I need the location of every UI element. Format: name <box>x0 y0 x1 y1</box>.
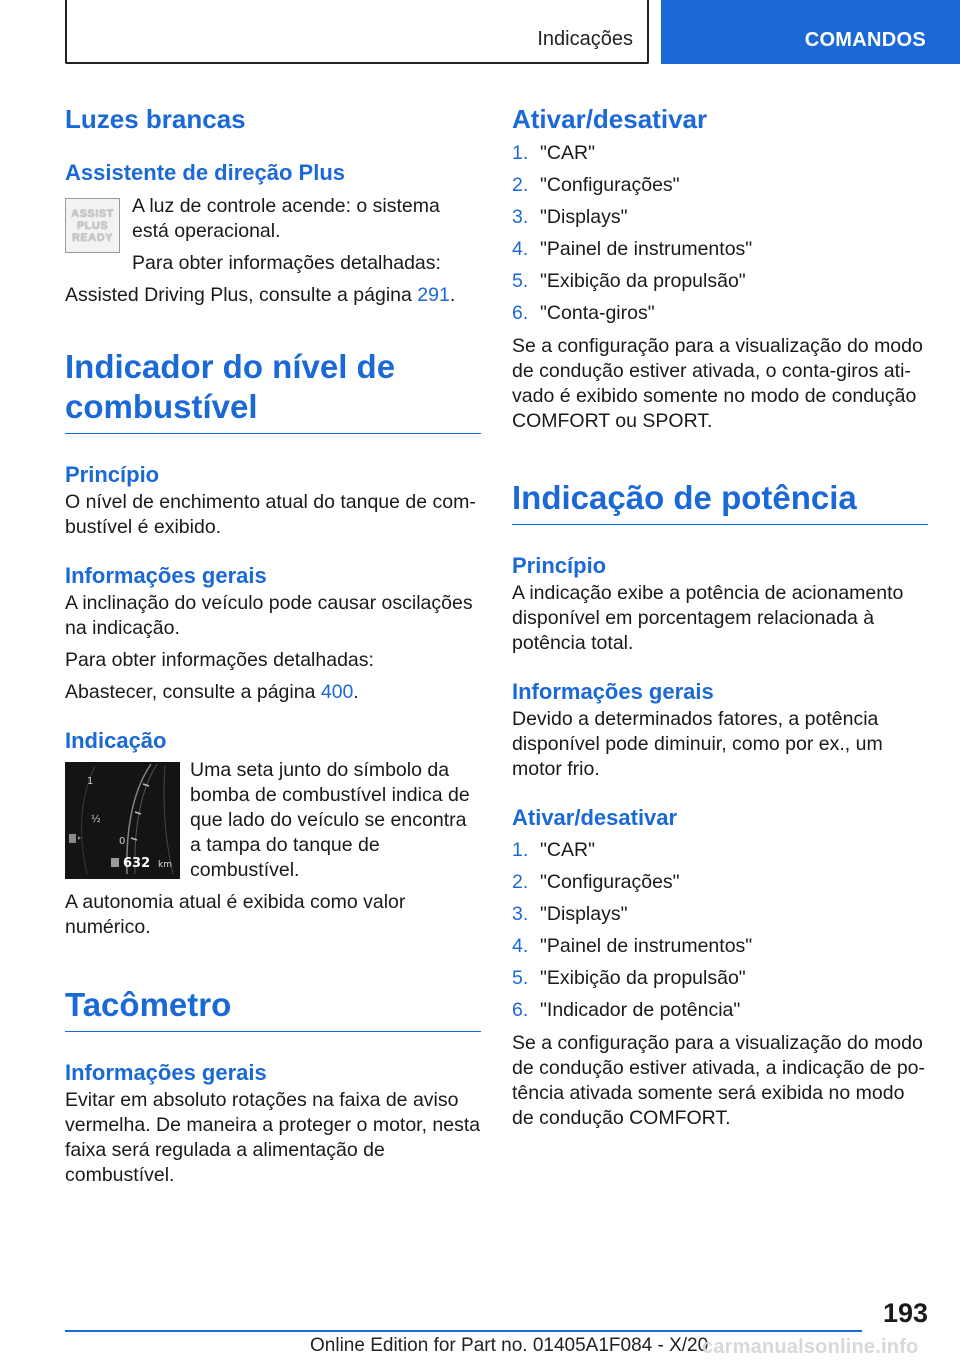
fuel-general-text-2: Para obter informações detalhadas: <box>65 649 374 671</box>
list-item: 6. "Conta-giros" <box>512 302 655 324</box>
list-item: 1. "CAR" <box>512 142 596 164</box>
fuel-general-text-3: Abastecer, consulte a página 400. <box>65 681 359 703</box>
tachometer-heading: Tacômetro <box>65 985 481 1032</box>
range-unit: km <box>158 860 172 870</box>
range-value: 632 <box>123 856 151 871</box>
power-general-heading: Informações gerais <box>512 679 714 704</box>
gauge-label-1: 1 <box>87 776 94 787</box>
list-item: 5. "Exibição da propulsão" <box>512 967 746 989</box>
header-chapter-tab <box>661 0 960 64</box>
tacho-general-text: Evitar em absoluto rotações na faixa de aviso vermelha. De maneira a proteger o motor, nesta faixa será regulada a alimentação de combustível. <box>65 1089 481 1186</box>
header-section-tab <box>65 0 649 64</box>
fuel-general-text-1: A inclinação do veículo pode causar oscilações na indicação. <box>65 592 473 639</box>
list-item: 6. "Indicador de potência" <box>512 999 741 1021</box>
list-item: 2. "Configurações" <box>512 174 680 196</box>
fuel-level-heading: Indicador do nível de combustível <box>65 347 481 434</box>
page-number: 193 <box>882 1298 928 1328</box>
list-item: 3. "Displays" <box>512 903 628 925</box>
power-general-text: Devido a determinados fatores, a potência disponível pode diminuir, como por ex., um motor frio. <box>512 708 883 780</box>
tacho-general-heading: Informações gerais <box>65 1060 267 1085</box>
tacho-steps-list <box>512 141 928 326</box>
white-lights-heading: Luzes brancas <box>65 104 246 134</box>
gauge-label-0: 0 <box>119 836 126 847</box>
tacho-activate-heading: Ativar/desativar <box>512 104 708 134</box>
power-display-heading: Indicação de potência <box>512 478 928 525</box>
page-link-291[interactable]: 291 <box>417 284 450 306</box>
power-principle-heading: Princípio <box>512 553 607 578</box>
assist-text-3: Assisted Driving Plus, consulte a página 291. <box>65 284 456 306</box>
footer-watermark: carmanualsonline.info <box>702 1336 919 1358</box>
list-item: 3. "Displays" <box>512 206 628 228</box>
fuel-display-text-2: A autonomia atual é exibida como valor numérico. <box>65 891 406 938</box>
page-link-400[interactable]: 400 <box>320 681 354 703</box>
header-section-label: Indicações <box>537 28 633 50</box>
fuel-principle-heading: Princípio <box>65 462 160 487</box>
power-activate-heading: Ativar/desativar <box>512 805 678 830</box>
fuel-display-block <box>65 758 481 940</box>
fuel-display-heading: Indicação <box>65 728 167 753</box>
list-item: 5. "Exibição da propulsão" <box>512 270 746 292</box>
fuel-principle-text: O nível de enchimento atual do tanque de combustível é exibido. <box>65 491 476 538</box>
assist-block <box>65 194 481 308</box>
fuel-gauge-image <box>65 762 180 879</box>
power-principle-text: A indicação exibe a potência de acionamento disponível em porcentagem relacionada à potência total. <box>512 582 904 654</box>
header-chapter-label: COMANDOS <box>804 29 926 51</box>
footer-divider <box>65 1330 862 1332</box>
assist-plus-ready-icon: ASSIST PLUS READY <box>65 198 120 253</box>
fuel-display-text-1: Uma seta junto do símbolo da bomba de combustível indica de que lado do veículo se encontra a tampa do tanque de combustível. <box>190 759 470 881</box>
right-column <box>512 100 928 1131</box>
list-item: 4. "Painel de instrumentos" <box>512 935 753 957</box>
fuel-pump-icon <box>69 834 76 843</box>
list-item: 2. "Configurações" <box>512 871 680 893</box>
left-column <box>65 100 481 1188</box>
footer-edition: Online Edition for Part no. 01405A1F084 - X/20 <box>310 1335 709 1356</box>
fuel-general-heading: Informações gerais <box>65 563 267 588</box>
assist-text-2: Para obter informações detalhadas: <box>132 252 441 274</box>
gauge-label-half: ½ <box>91 814 101 825</box>
assist-text-1: A luz de controle acende: o sistema está operacional. <box>132 195 440 242</box>
power-activate-note: Se a configuração para a visualização do modo de condução estiver ativada, a indicação de potência ativada somente será exibida no modo de condução COMFORT. <box>512 1032 926 1129</box>
power-steps-list <box>512 838 928 1023</box>
list-item: 1. "CAR" <box>512 839 596 861</box>
list-item: 4. "Painel de instrumentos" <box>512 238 753 260</box>
assist-heading: Assistente de direção Plus <box>65 160 345 185</box>
tacho-activate-note: Se a configuração para a visualização do modo de condução estiver ativada, o conta-giros ativado é exibido somente no modo de condução COMFORT ou SPORT. <box>512 335 923 432</box>
